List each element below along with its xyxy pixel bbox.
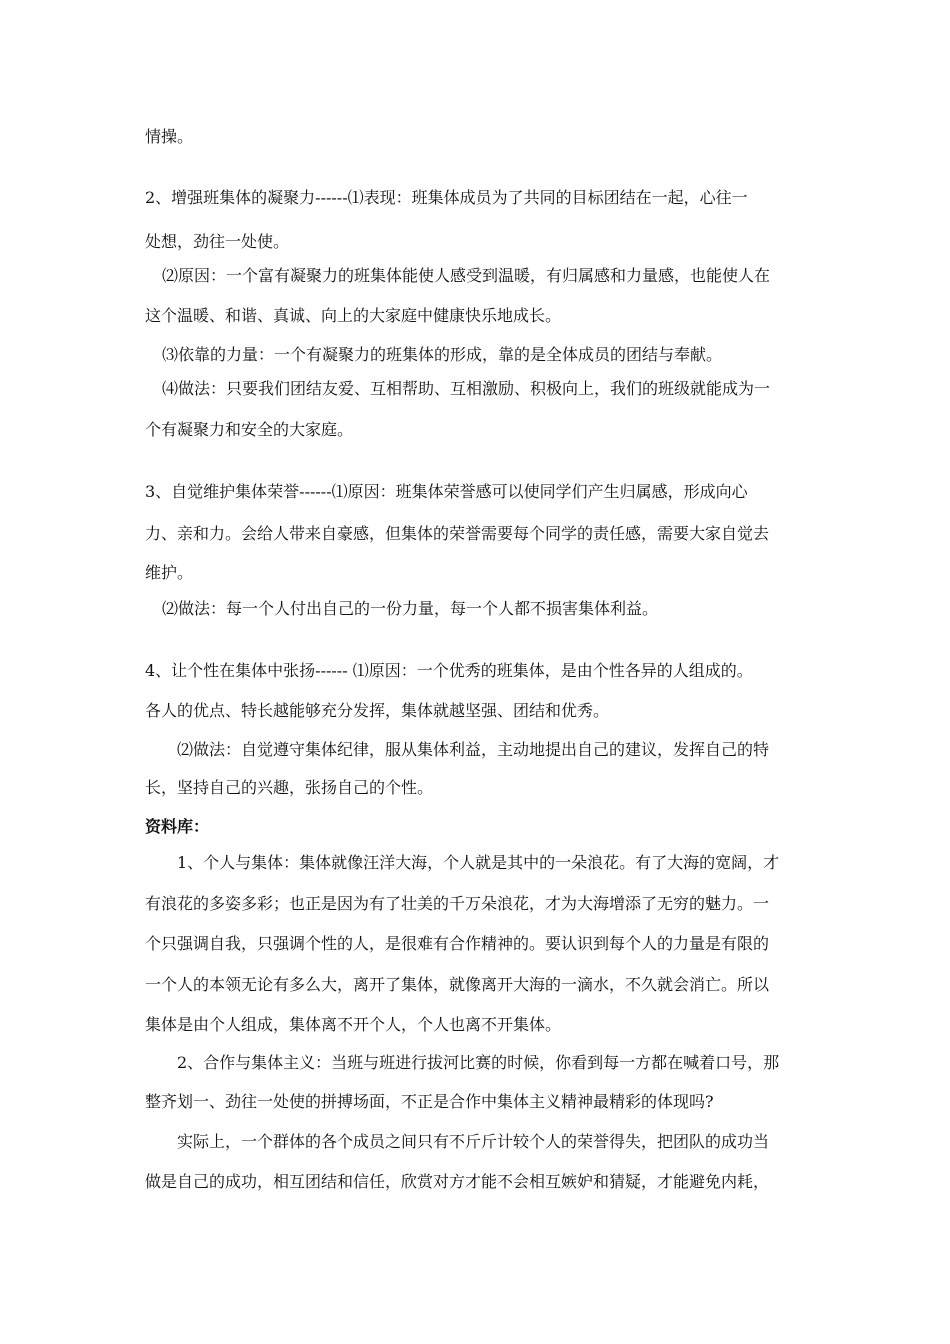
text-line: 力、亲和力。会给人带来自豪感，但集体的荣誉需要每个同学的责任感，需要大家自觉去 bbox=[145, 524, 770, 543]
text-line: ⑵做法：每一个人付出自己的一份力量，每一个人都不损害集体利益。 bbox=[162, 599, 659, 618]
text-line: 一个人的本领无论有多么大，离开了集体，就像离开大海的一滴水，不久就会消亡。所以 bbox=[145, 975, 770, 994]
text-line: 各人的优点、特长越能够充分发挥，集体就越坚强、团结和优秀。 bbox=[145, 701, 610, 720]
text-line: ⑷做法：只要我们团结友爱、互相帮助、互相激励、积极向上，我们的班级就能成为一 bbox=[162, 379, 771, 398]
resource-heading: 资料库： bbox=[145, 817, 210, 836]
text-line: 集体是由个人组成，集体离不开个人，个人也离不开集体。 bbox=[145, 1015, 562, 1034]
text-line: 这个温暖、和谐、真诚、向上的大家庭中健康快乐地成长。 bbox=[145, 306, 562, 325]
text-line: 有浪花的多姿多彩；也正是因为有了壮美的千万朵浪花，才为大海增添了无穷的魅力。一 bbox=[145, 894, 770, 913]
text-line: 2、合作与集体主义：当班与班进行拔河比赛的时候，你看到每一方都在喊着口号，那 bbox=[177, 1053, 780, 1072]
section-4-heading: 4、让个性在集体中张扬------ ⑴原因：一个优秀的班集体，是由个性各异的人组成的。 bbox=[145, 661, 753, 680]
text-line: 处想，劲往一处使。 bbox=[145, 232, 290, 251]
text-line: 个只强调自我，只强调个性的人，是很难有合作精神的。要认识到每个人的力量是有限的 bbox=[145, 934, 770, 953]
section-3-heading: 3、自觉维护集体荣誉------⑴原因：班集体荣誉感可以使同学们产生归属感，形成向心 bbox=[145, 482, 748, 501]
text-line: 个有凝聚力和安全的大家庭。 bbox=[145, 420, 354, 439]
text-line: 实际上，一个群体的各个成员之间只有不斤斤计较个人的荣誉得失，把团队的成功当 bbox=[177, 1132, 770, 1151]
section-2-heading: 2、增强班集体的凝聚力------⑴表现：班集体成员为了共同的目标团结在一起，心往一 bbox=[145, 188, 748, 207]
text-line: 1、个人与集体：集体就像汪洋大海，个人就是其中的一朵浪花。有了大海的宽阔，才 bbox=[177, 853, 780, 872]
text-line: 长，坚持自己的兴趣，张扬自己的个性。 bbox=[145, 778, 434, 797]
text-line: 整齐划一、劲往一处使的拼搏场面，不正是合作中集体主义精神最精彩的体现吗? bbox=[145, 1092, 714, 1111]
text-line: 情操。 bbox=[145, 127, 194, 146]
text-line: ⑵做法：自觉遵守集体纪律，服从集体利益，主动地提出自己的建议，发挥自己的特 bbox=[177, 740, 770, 759]
text-line: 做是自己的成功，相互团结和信任，欣赏对方才能不会相互嫉妒和猜疑，才能避免内耗， bbox=[145, 1172, 770, 1191]
text-line: 维护。 bbox=[145, 563, 194, 582]
text-line: ⑵原因：一个富有凝聚力的班集体能使人感受到温暖，有归属感和力量感，也能使人在 bbox=[162, 266, 771, 285]
text-line: ⑶依靠的力量：一个有凝聚力的班集体的形成，靠的是全体成员的团结与奉献。 bbox=[162, 345, 723, 364]
